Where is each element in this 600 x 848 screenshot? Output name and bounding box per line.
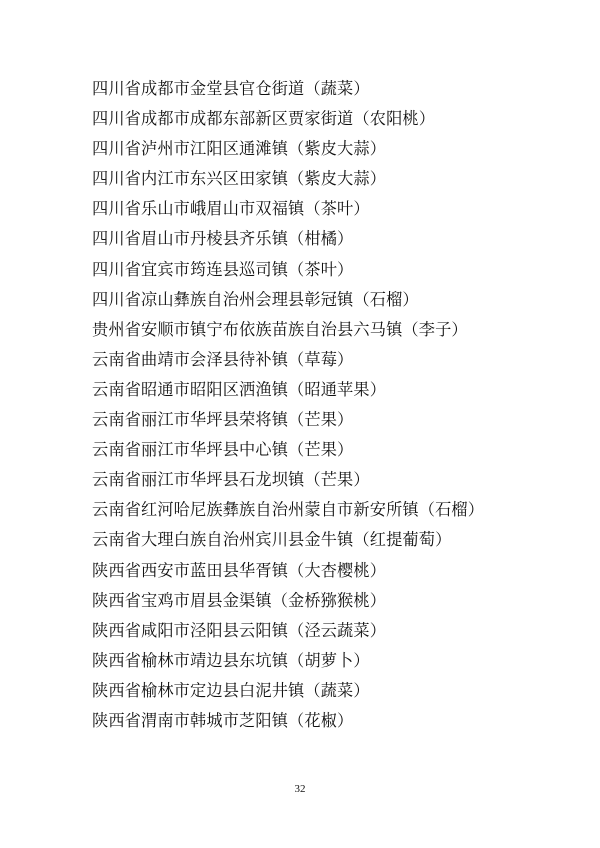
list-item: 陕西省宝鸡市眉县金渠镇（金桥猕猴桃） <box>92 590 387 610</box>
list-item: 四川省成都市金堂县官仓街道（蔬菜） <box>92 79 370 98</box>
page-number: 32 <box>294 783 306 795</box>
list-item: 四川省宜宾市筠连县巡司镇（茶叶） <box>92 259 354 279</box>
town-list <box>92 74 562 736</box>
list-item: 云南省红河哈尼族彝族自治州蒙自市新安所镇（石榴） <box>92 500 485 520</box>
list-item: 云南省丽江市华坪县中心镇（芒果） <box>92 440 354 460</box>
list-item: 四川省凉山彝族自治州会理县彰冠镇（石榴） <box>92 289 419 309</box>
list-item: 陕西省西安市蓝田县华胥镇（大杏樱桃） <box>92 560 387 580</box>
list-item: 云南省丽江市华坪县石龙坝镇（芒果） <box>92 470 370 490</box>
list-item: 陕西省渭南市韩城市芝阳镇（花椒） <box>92 710 354 730</box>
list-item: 陕西省咸阳市泾阳县云阳镇（泾云蔬菜） <box>92 620 387 640</box>
list-item: 陕西省榆林市定边县白泥井镇（蔬菜） <box>92 680 370 700</box>
list-item: 四川省内江市东兴区田家镇（紫皮大蒜） <box>92 169 387 189</box>
list-item: 云南省曲靖市会泽县待补镇（草莓） <box>92 349 354 369</box>
list-item: 云南省大理白族自治州宾川县金牛镇（红提葡萄） <box>92 530 452 550</box>
list-item: 贵州省安顺市镇宁布依族苗族自治县六马镇（李子） <box>92 319 468 339</box>
list-item: 四川省泸州市江阳区通滩镇（紫皮大蒜） <box>92 139 387 159</box>
list-item: 四川省眉山市丹棱县齐乐镇（柑橘） <box>92 229 354 249</box>
list-item: 云南省昭通市昭阳区洒渔镇（昭通苹果） <box>92 379 387 399</box>
list-item: 四川省成都市成都东部新区贾家街道（农阳桃） <box>92 109 436 129</box>
list-item: 云南省丽江市华坪县荣将镇（芒果） <box>92 410 354 430</box>
list-item: 陕西省榆林市靖边县东坑镇（胡萝卜） <box>92 650 370 670</box>
list-item: 四川省乐山市峨眉山市双福镇（茶叶） <box>92 199 370 219</box>
